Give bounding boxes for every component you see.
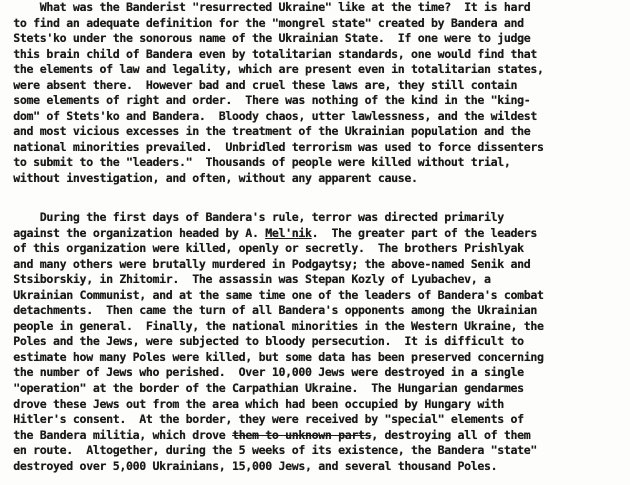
text-line: some elements of right and order. There was nothing of the kind in the "king- [0,93,531,108]
text-line: Ukrainian Communist, and at the same time one of the leaders of Bandera's combat [0,287,544,302]
text-line: Stsiborskiy, in Zhitomir. The assassin was Stepan Kozly of Lyubachev, a [0,272,491,287]
text-line: were absent there. However bad and cruel these laws are, they still contain [0,77,518,92]
underlined-name: Mel'nik [265,225,312,240]
text-line: Poles and the Jews, were subjected to bloody persecution. It is difficult to [0,334,524,349]
text-line: the number of Jews who perished. Over 10,000 Jews were destroyed in a single [0,365,524,380]
text-line: dom" of Stets'ko and Bandera. Bloody chaos, utter lawlessness, and the wildest [0,108,538,123]
text-line: "operation" at the border of the Carpathian Ukraine. The Hungarian gendarmes [0,381,524,396]
paragraph-1 [0,0,630,187]
text-line: of this organization were killed, openly or secretly. The brothers Prishlyak [0,241,524,256]
text-line: without investigation, and often, without any apparent cause. [0,171,418,186]
text-line: What was the Banderist "resurrected Ukraine" like at the time? It is hard [0,0,531,14]
text-line: drove these Jews out from the area which had been occupied by Hungary with [0,396,504,411]
text-line: destroyed over 5,000 Ukrainians, 15,000 Jews, and several thousand Poles. [0,458,498,473]
struck-text: them to unknown parts [232,427,372,442]
text-fragment: . The greater part of the leaders [311,225,538,240]
text-fragment: against the organization headed by A. [0,225,266,240]
text-fragment: the Bandera militia, which drove [0,427,233,442]
paragraph-2 [0,210,630,474]
text-line: Stets'ko under the sonorous name of the Ukrainian State. If one were to judge [0,31,531,46]
text-line: estimate how many Poles were killed, but some data has been preserved concerning [0,349,544,364]
text-line [0,226,630,242]
text-line: During the first days of Bandera's rule, terror was directed primarily [0,210,504,224]
text-line: the elements of law and legality, which are present even in totalitarian states, [0,62,544,77]
text-line: Hitler's consent. At the border, they were received by "special" elements of [0,412,524,427]
text-line: to find an adequate definition for the "mongrel state" created by Bandera and [0,15,524,30]
text-line: detachments. Then came the turn of all Bandera's opponents among the Ukrainian [0,303,538,318]
text-line: en route. Altogether, during the 5 weeks of its existence, the Bandera "state" [0,443,538,458]
text-line: this brain child of Bandera even by totalitarian standards, one would find that [0,46,538,61]
text-line: to submit to the "leaders." Thousands of people were killed without trial, [0,155,511,170]
text-fragment: , destroying all of them [371,427,531,442]
text-line: people in general. Finally, the national minorities in the Western Ukraine, the [0,318,544,333]
text-line [0,428,630,444]
text-line: and many others were brutally murdered in Podgaytsy; the above-named Senik and [0,256,531,271]
text-line: and most vicious excesses in the treatment of the Ukrainian population and the [0,124,531,139]
text-line: national minorities prevailed. Unbridled terrorism was used to force dissenters [0,139,544,154]
